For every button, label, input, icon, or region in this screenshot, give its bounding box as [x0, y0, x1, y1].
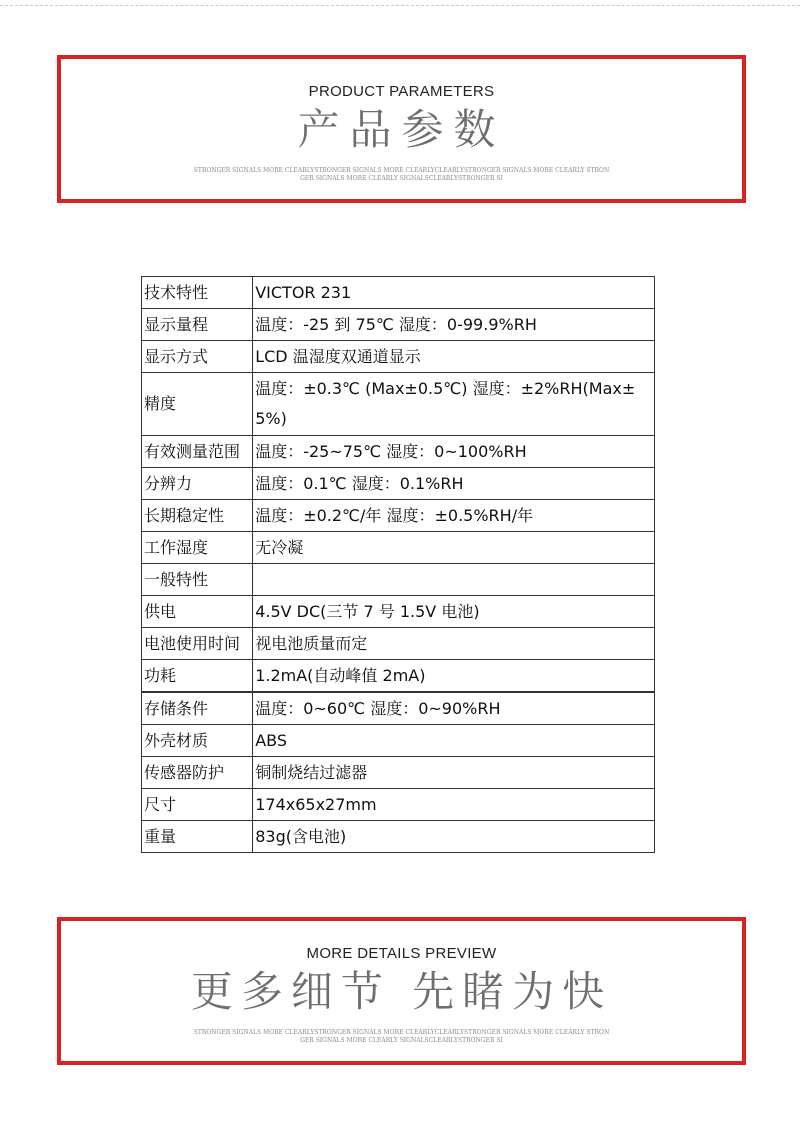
spec-key: 一般特性 [142, 564, 253, 596]
table-row [142, 373, 655, 436]
spec-key: 分辨力 [142, 468, 253, 500]
spec-value: LCD 温湿度双通道显示 [253, 341, 655, 373]
table-row [142, 789, 655, 821]
table-row [142, 277, 655, 309]
spec-key: 功耗 [142, 660, 253, 693]
spec-key: 供电 [142, 596, 253, 628]
spec-key: 工作湿度 [142, 532, 253, 564]
spec-key: 传感器防护 [142, 757, 253, 789]
spec-value: 视电池质量而定 [253, 628, 655, 660]
banner-tagline: STRONGER SIGNALS MORE CLEARLYSTRONGER SIGNALS MORE CLEARLYCLEARLYSTRONGER SIGNALS MORE CLEARLY STRONGER SIGNALS MORE CLEARLY SIGNALSCLEARLYSTRONGER SI [193, 1029, 610, 1044]
spec-key: 技术特性 [142, 277, 253, 309]
banner-english-title: PRODUCT PARAMETERS [308, 83, 495, 100]
spec-key: 外壳材质 [142, 725, 253, 757]
table-row [142, 725, 655, 757]
spec-value: 4.5V DC(三节 7 号 1.5V 电池) [253, 596, 655, 628]
spec-value: 温度：0~60℃ 湿度：0~90%RH [253, 692, 655, 725]
banner-chinese-title: 产品参数 [297, 105, 506, 154]
spec-value: 无冷凝 [253, 532, 655, 564]
spec-key: 有效测量范围 [142, 436, 253, 468]
table-row [142, 692, 655, 725]
spec-value: 温度：-25 到 75℃ 湿度：0-99.9%RH [253, 309, 655, 341]
spec-value: 83g(含电池) [253, 821, 655, 853]
spec-value: 温度：-25~75℃ 湿度：0~100%RH [253, 436, 655, 468]
table-row [142, 436, 655, 468]
table-row [142, 309, 655, 341]
table-row [142, 500, 655, 532]
spec-table [141, 276, 655, 853]
banner-chinese-title: 更多细节 先睹为快 [190, 967, 613, 1016]
top-dashed-divider [0, 5, 800, 6]
table-row [142, 532, 655, 564]
spec-value: 温度：0.1℃ 湿度：0.1%RH [253, 468, 655, 500]
spec-key: 显示方式 [142, 341, 253, 373]
banner-tagline: STRONGER SIGNALS MORE CLEARLYSTRONGER SIGNALS MORE CLEARLYCLEARLYSTRONGER SIGNALS MORE CLEARLY STRONGER SIGNALS MORE CLEARLY SIGNALSCLEARLYSTRONGER SI [193, 167, 610, 182]
spec-key: 精度 [142, 373, 253, 436]
spec-value: 174x65x27mm [253, 789, 655, 821]
spec-key: 电池使用时间 [142, 628, 253, 660]
table-row [142, 564, 655, 596]
table-row [142, 468, 655, 500]
table-row [142, 341, 655, 373]
spec-key: 长期稳定性 [142, 500, 253, 532]
spec-value: ABS [253, 725, 655, 757]
spec-value: 1.2mA(自动峰值 2mA) [253, 660, 655, 693]
table-row [142, 757, 655, 789]
table-row [142, 596, 655, 628]
spec-key: 尺寸 [142, 789, 253, 821]
table-row [142, 821, 655, 853]
spec-key: 显示量程 [142, 309, 253, 341]
banner-english-title: MORE DETAILS PREVIEW [306, 945, 497, 962]
spec-value [253, 564, 655, 596]
more-details-banner [57, 917, 746, 1065]
table-row [142, 628, 655, 660]
spec-value: 温度：±0.2℃/年 湿度：±0.5%RH/年 [253, 500, 655, 532]
spec-value: 温度：±0.3℃ (Max±0.5℃) 湿度：±2%RH(Max± 5%) [253, 373, 655, 436]
spec-value: VICTOR 231 [253, 277, 655, 309]
product-parameters-banner [57, 55, 746, 203]
spec-key: 存储条件 [142, 692, 253, 725]
table-row [142, 660, 655, 693]
spec-value: 铜制烧结过滤器 [253, 757, 655, 789]
spec-key: 重量 [142, 821, 253, 853]
